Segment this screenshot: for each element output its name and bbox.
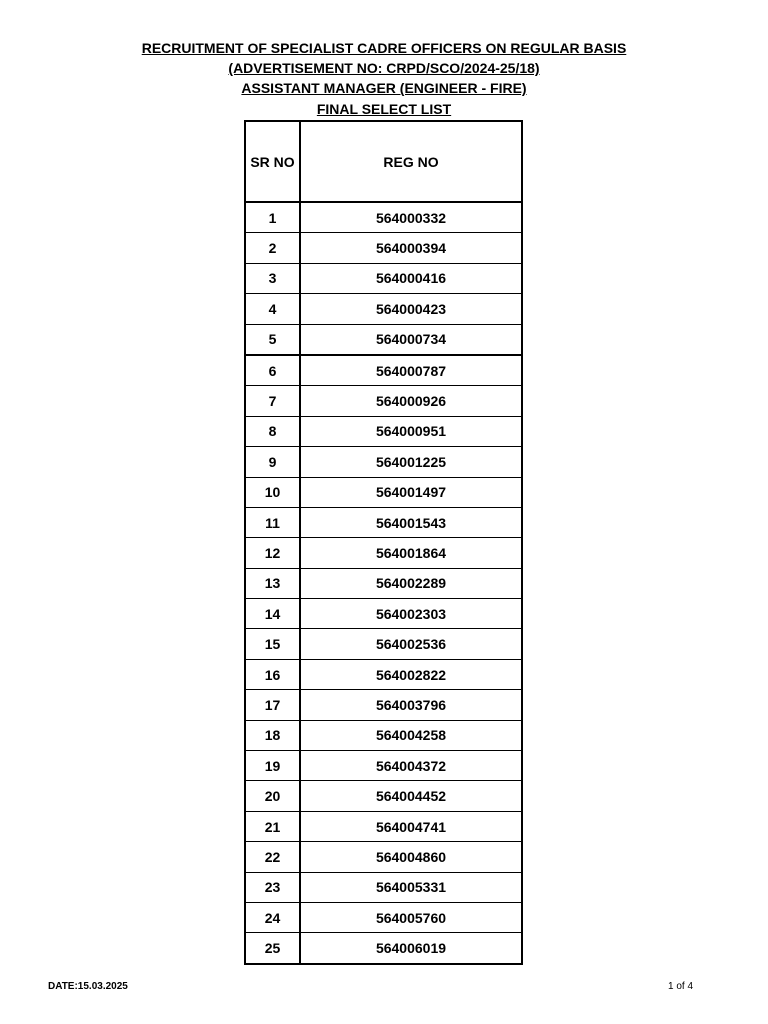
table-row	[245, 629, 522, 659]
post-name: ASSISTANT MANAGER (ENGINEER - FIRE)	[241, 80, 527, 96]
reg-no-cell: 564002536	[300, 629, 522, 659]
reg-no-cell: 564000332	[300, 202, 522, 233]
sr-no-cell: 18	[245, 720, 300, 750]
sr-no-cell: 5	[245, 324, 300, 355]
sr-no-cell: 6	[245, 355, 300, 386]
table-row	[245, 781, 522, 811]
list-title: FINAL SELECT LIST	[316, 101, 452, 117]
table-row	[245, 751, 522, 781]
reg-no-cell: 564000423	[300, 294, 522, 324]
final-select-table	[244, 120, 523, 965]
table-body	[245, 202, 522, 964]
sr-no-cell: 13	[245, 568, 300, 598]
reg-no-cell: 564000394	[300, 233, 522, 263]
table-row	[245, 233, 522, 263]
reg-no-cell: 564004741	[300, 811, 522, 841]
sr-no-cell: 8	[245, 416, 300, 446]
advertisement-number: (ADVERTISEMENT NO: CRPD/SCO/2024-25/18)	[228, 60, 540, 76]
document-title: RECRUITMENT OF SPECIALIST CADRE OFFICERS ON REGULAR BASIS	[141, 40, 627, 56]
reg-no-cell: 564001864	[300, 538, 522, 568]
sr-no-cell: 21	[245, 811, 300, 841]
sr-no-cell: 15	[245, 629, 300, 659]
reg-no-cell: 564000926	[300, 386, 522, 416]
table-row	[245, 933, 522, 964]
table-row	[245, 507, 522, 537]
table-row	[245, 477, 522, 507]
reg-no-cell: 564000951	[300, 416, 522, 446]
table-row	[245, 538, 522, 568]
sr-no-cell: 3	[245, 263, 300, 293]
reg-no-cell: 564002289	[300, 568, 522, 598]
sr-no-cell: 22	[245, 842, 300, 872]
table-row	[245, 355, 522, 386]
table-row	[245, 447, 522, 477]
reg-no-cell: 564006019	[300, 933, 522, 964]
sr-no-cell: 19	[245, 751, 300, 781]
sr-no-cell: 12	[245, 538, 300, 568]
table-row	[245, 416, 522, 446]
reg-no-cell: 564000787	[300, 355, 522, 386]
sr-no-cell: 1	[245, 202, 300, 233]
table-row	[245, 599, 522, 629]
table-row	[245, 294, 522, 324]
column-header-reg-no: REG NO	[300, 121, 522, 202]
sr-no-cell: 17	[245, 690, 300, 720]
reg-no-cell: 564001543	[300, 507, 522, 537]
table-row	[245, 263, 522, 293]
table-row	[245, 568, 522, 598]
sr-no-cell: 2	[245, 233, 300, 263]
page-number: 1 of 4	[668, 981, 694, 992]
reg-no-cell: 564005760	[300, 902, 522, 932]
table-row	[245, 902, 522, 932]
reg-no-cell: 564004258	[300, 720, 522, 750]
sr-no-cell: 25	[245, 933, 300, 964]
table-row	[245, 690, 522, 720]
sr-no-cell: 16	[245, 659, 300, 689]
table-row	[245, 324, 522, 355]
reg-no-cell: 564004452	[300, 781, 522, 811]
reg-no-cell: 564004372	[300, 751, 522, 781]
footer-date: DATE:15.03.2025	[48, 981, 128, 992]
reg-no-cell: 564005331	[300, 872, 522, 902]
reg-no-cell: 564002822	[300, 659, 522, 689]
sr-no-cell: 9	[245, 447, 300, 477]
table-row	[245, 720, 522, 750]
reg-no-cell: 564001497	[300, 477, 522, 507]
sr-no-cell: 24	[245, 902, 300, 932]
reg-no-cell: 564000416	[300, 263, 522, 293]
column-header-sr-no: SR NO	[245, 121, 300, 202]
sr-no-cell: 20	[245, 781, 300, 811]
table-header-row	[245, 121, 522, 202]
sr-no-cell: 14	[245, 599, 300, 629]
reg-no-cell: 564001225	[300, 447, 522, 477]
table-row	[245, 659, 522, 689]
reg-no-cell: 564004860	[300, 842, 522, 872]
reg-no-cell: 564002303	[300, 599, 522, 629]
sr-no-cell: 7	[245, 386, 300, 416]
sr-no-cell: 23	[245, 872, 300, 902]
sr-no-cell: 10	[245, 477, 300, 507]
table-row	[245, 842, 522, 872]
reg-no-cell: 564003796	[300, 690, 522, 720]
sr-no-cell: 4	[245, 294, 300, 324]
table-row	[245, 386, 522, 416]
reg-no-cell: 564000734	[300, 324, 522, 355]
table-row	[245, 202, 522, 233]
sr-no-cell: 11	[245, 507, 300, 537]
table-row	[245, 811, 522, 841]
table-row	[245, 872, 522, 902]
